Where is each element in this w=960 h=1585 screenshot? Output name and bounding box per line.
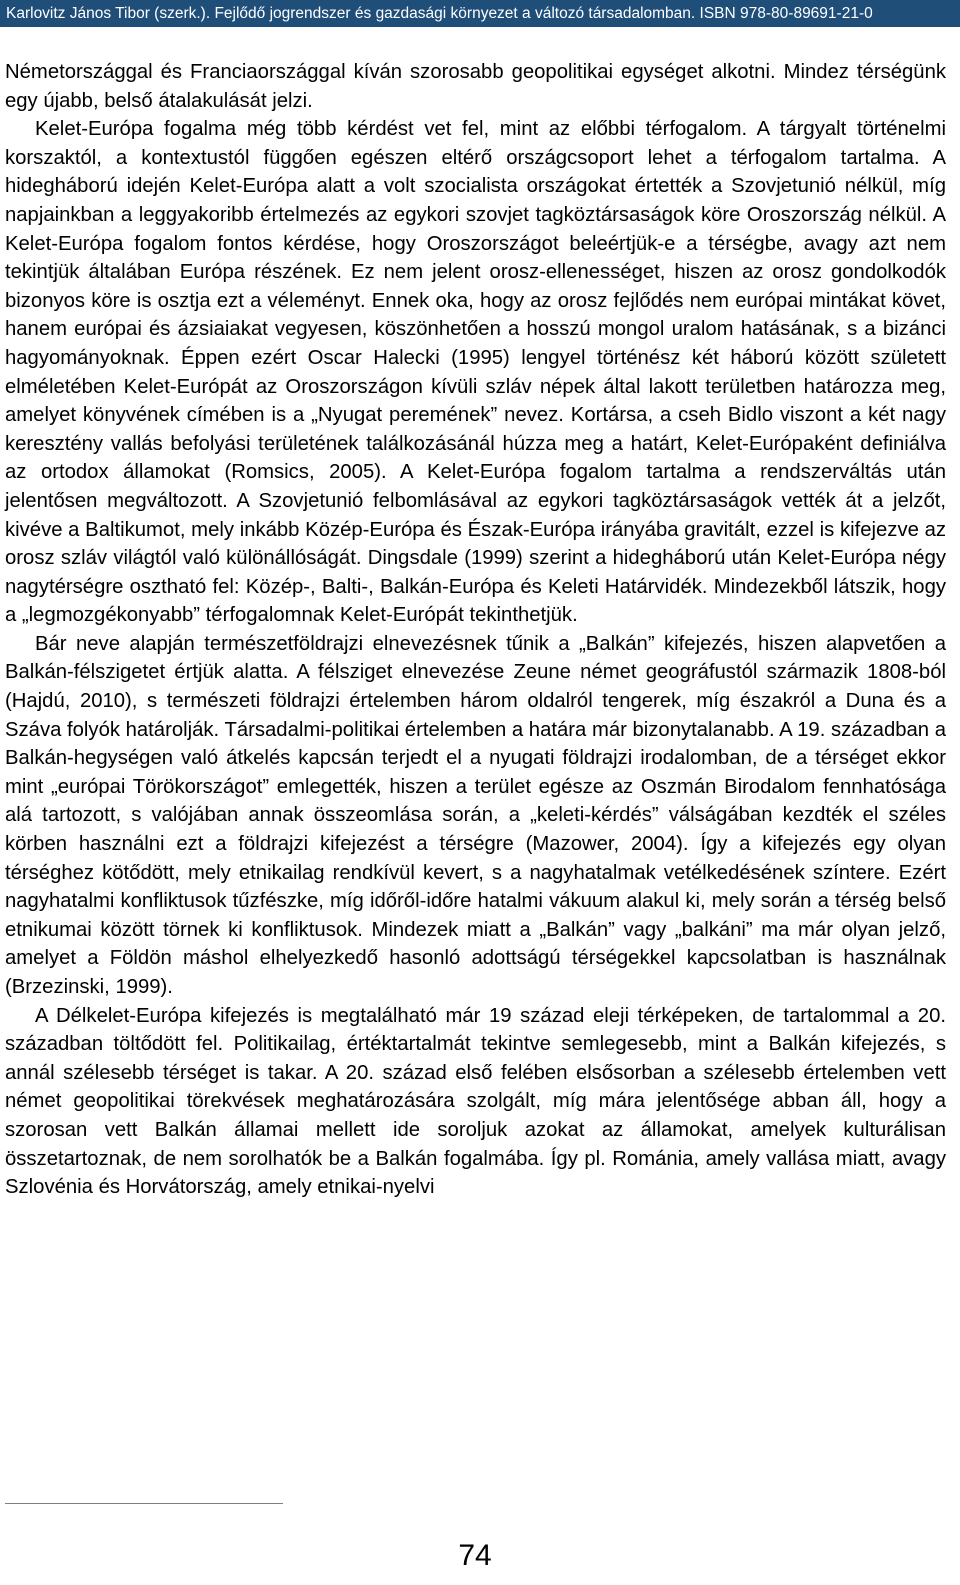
header-citation: Karlovitz János Tibor (szerk.). Fejlődő jogrendszer és gazdasági környezet a változó társadalomban. ISBN 978-80-89691-21-0: [6, 5, 873, 22]
running-header: [0, 0, 960, 27]
page-number: 74: [458, 1539, 492, 1572]
paragraph-delkelet-europa: A Délkelet-Európa kifejezés is megtalálható már 19 század eleji térképeken, de tartalommal a 20. században töltődött fel. Politikailag, értéktartalmát tekintve semlegesebb, mint a Balkán kifejezés, s annál szélesebb térséget is takar. A 20. század első felében elsősorban a szélesebb értelemben vett német geopolitikai törekvések meghatározására szolgált, míg mára jelentősége abban áll, hogy a szorosan vett Balkán államai mellett ide soroljuk azokat az államokat, amelyek kulturálisan összetartoznak, de nem sorolhatók be a Balkán fogalmába. Így pl. Románia, amely vallása miatt, avagy Szlovénia és Horvátország, amely etnikai-nyelvi: [5, 1004, 946, 1199]
paragraph-kelet-europa: Kelet-Európa fogalma még több kérdést vet fel, mint az előbbi térfogalom. A tárgyalt történelmi korszaktól, a kontextustól függően egészen eltérő országcsoport lehet a térfogalom tartalma. A hidegháború idején Kelet-Európa alatt a volt szocialista országokat értették a Szovjetunió nélkül, míg napjainkban a leggyakoribb értelmezés az egykori szovjet tagköztársaságok köre Oroszország nélkül. A Kelet-Európa fogalom fontos kérdése, hogy Oroszországot beleértjük-e a térségbe, avagy azt nem tekintjük általában Európa részének. Ez nem jelent orosz-ellenességet, hiszen az orosz gondolkodók bizonyos köre is osztja ezt a véleményt. Ennek oka, hogy az orosz fejlődés nem európai mintákat követ, hanem európai és ázsiaiakat vegyesen, köszönhetően a hosszú mongol uralom hatásának, s a bizánci hagyományoknak. Éppen ezért Oscar Halecki (1995) lengyel történész két háború között született elméletében Kelet-Európát az Oroszországon kívüli szláv népek által lakott területben határozza meg, amelyet könyvének címében is a „Nyugat peremének” nevez. Kortársa, a cseh Bidlo viszont a két nagy keresztény vallás befolyási területének találkozásánál húzza meg a határt, Kelet-Európaként definiálva az ortodox államokat (Romsics, 2005). A Kelet-Európa fogalom tartalma a rendszerváltás után jelentősen megváltozott. A Szovjetunió felbomlásával az egykori tagköztársaságok vették át a jelzőt, kivéve a Baltikumot, mely inkább Közép-Európa és Észak-Európa irányába gravitált, ezzel is kifejezve az orosz szláv világtól való különállóságát. Dingsdale (1999) szerint a hidegháború után Kelet-Európa négy nagytérségre osztható fel: Közép-, Balti-, Balkán-Európa és Keleti Határvidék. Mindezekből látszik, hogy a „legmozgékonyabb” térfogalomnak Kelet-Európát tekinthetjük.: [5, 118, 946, 627]
paragraph-continuation: Németországgal és Franciaországgal kíván szorosabb geopolitikai egységet alkotni. Mindez térségünk egy újabb, belső átalakulását jelzi.: [5, 61, 946, 112]
page-body: [5, 58, 946, 1202]
paragraph-balkan: Bár neve alapján természetföldrajzi elnevezésnek tűnik a „Balkán” kifejezés, hiszen alapvetően a Balkán-félszigetet értjük alatta. A félsziget elnevezése Zeune német geográfustól származik 1808-ból (Hajdú, 2010), s természeti földrajzi értelemben három oldalról tengerek, míg északról a Duna és a Száva folyók határolják. Társadalmi-politikai értelemben a határa már bizonytalanabb. A 19. században a Balkán-hegységen való átkelés kapcsán terjedt el a nyugati földrajzi irodalomban, de a térséget ekkor mint „európai Törökországot” emlegették, hiszen a terület egésze az Oszmán Birodalom fennhatósága alá tartozott, s valójában annak összeomlása során, a „keleti-kérdés” válságában kezdték el széles körben használni ezt a földrajzi kifejezést a térségre (Mazower, 2004). Így a kifejezés egy olyan térséghez kötődött, mely etnikailag rendkívül kevert, s a nagyhatalmak vetélkedésének színtere. Ezért nagyhatalmi konfliktusok tűzfészke, míg időről-időre hatalmi vákuum alakul ki, mely során a térség belső etnikumai között törnek ki konfliktusok. Mindezek miatt a „Balkán” vagy „balkáni” ma már olyan jelző, amelyet a Földön máshol elhelyezkedő hasonló adottságú térségekkel kapcsolatban is használnak (Brzezinski, 1999).: [5, 632, 946, 998]
footnote-divider: [5, 1503, 283, 1504]
